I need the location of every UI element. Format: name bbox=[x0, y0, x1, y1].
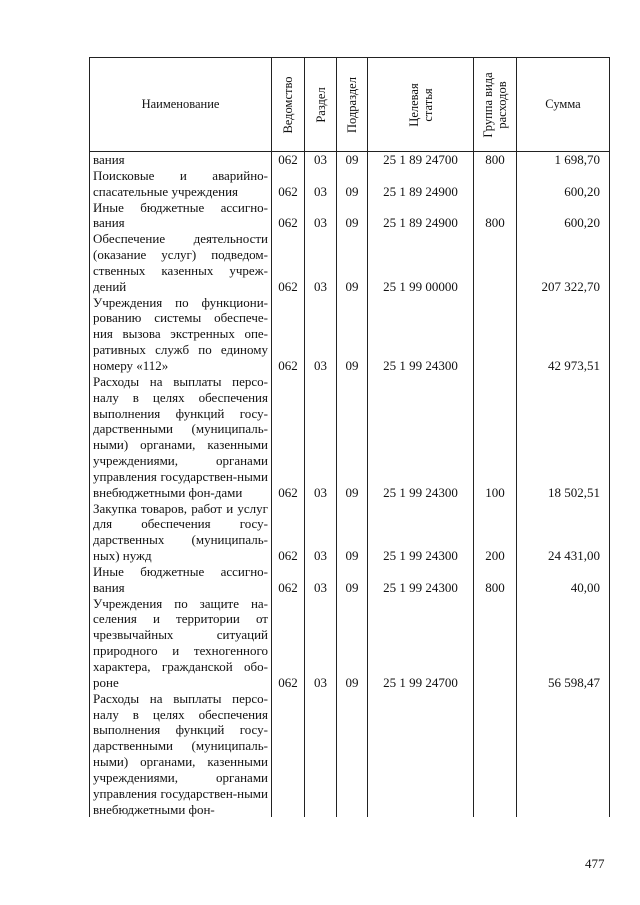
cell-podrazdel: 09 bbox=[337, 168, 368, 200]
cell-razdel: 03 bbox=[305, 374, 337, 501]
cell-celevaya-statya: 25 1 99 24700 bbox=[368, 596, 474, 691]
cell-summa: 56 598,47 bbox=[517, 596, 610, 691]
cell-podrazdel: 09 bbox=[337, 295, 368, 374]
cell-summa: 24 431,00 bbox=[517, 501, 610, 564]
cell-podrazdel: 09 bbox=[337, 501, 368, 564]
cell-vedomstvo: 062 bbox=[272, 374, 305, 501]
cell-razdel: 03 bbox=[305, 501, 337, 564]
table-row bbox=[90, 374, 610, 501]
cell-vedomstvo: 062 bbox=[272, 168, 305, 200]
cell-name: Иные бюджетные ассигно-вания bbox=[90, 200, 272, 232]
cell-razdel: 03 bbox=[305, 295, 337, 374]
header-celevaya-statya bbox=[368, 58, 474, 152]
table-row bbox=[90, 295, 610, 374]
header-gruppa-vida-rashodov bbox=[474, 58, 517, 152]
cell-vedomstvo: 062 bbox=[272, 564, 305, 596]
cell-name: Учреждения по защите на-селения и территории от чрезвычайных ситуаций природного и техногенного характера, гражданской обо-роне bbox=[90, 596, 272, 691]
header-podrazdel bbox=[337, 58, 368, 152]
cell-razdel bbox=[305, 691, 337, 818]
cell-celevaya-statya bbox=[368, 691, 474, 818]
table-row bbox=[90, 564, 610, 596]
cell-vedomstvo: 062 bbox=[272, 295, 305, 374]
cell-celevaya-statya: 25 1 99 24300 bbox=[368, 374, 474, 501]
cell-podrazdel: 09 bbox=[337, 200, 368, 232]
cell-podrazdel: 09 bbox=[337, 152, 368, 168]
cell-name: Обеспечение деятельности (оказание услуг) подведом-ственных казенных учреж-дений bbox=[90, 231, 272, 294]
cell-celevaya-statya: 25 1 89 24900 bbox=[368, 200, 474, 232]
cell-podrazdel bbox=[337, 691, 368, 818]
header-summa: Сумма bbox=[517, 58, 610, 152]
cell-razdel: 03 bbox=[305, 152, 337, 168]
cell-vedomstvo: 062 bbox=[272, 152, 305, 168]
cell-name: Поисковые и аварийно-спасательные учреждения bbox=[90, 168, 272, 200]
header-razdel-label: Раздел bbox=[313, 86, 328, 123]
cell-celevaya-statya: 25 1 99 00000 bbox=[368, 231, 474, 294]
table-row bbox=[90, 168, 610, 200]
cell-gruppa: 800 bbox=[474, 564, 517, 596]
cell-gruppa: 100 bbox=[474, 374, 517, 501]
table-row bbox=[90, 152, 610, 168]
cell-razdel: 03 bbox=[305, 596, 337, 691]
header-vedomstvo bbox=[272, 58, 305, 152]
cell-razdel: 03 bbox=[305, 564, 337, 596]
header-name: Наименование bbox=[90, 58, 272, 152]
cell-razdel: 03 bbox=[305, 168, 337, 200]
cell-gruppa: 800 bbox=[474, 200, 517, 232]
cell-summa bbox=[517, 691, 610, 818]
cell-vedomstvo: 062 bbox=[272, 596, 305, 691]
cell-gruppa bbox=[474, 596, 517, 691]
budget-table bbox=[89, 57, 610, 817]
cell-gruppa bbox=[474, 691, 517, 818]
cell-podrazdel: 09 bbox=[337, 231, 368, 294]
cell-vedomstvo: 062 bbox=[272, 200, 305, 232]
cell-razdel: 03 bbox=[305, 200, 337, 232]
cell-celevaya-statya: 25 1 99 24300 bbox=[368, 501, 474, 564]
table-row bbox=[90, 501, 610, 564]
header-celevaya-line2: статья bbox=[420, 87, 435, 122]
cell-gruppa bbox=[474, 231, 517, 294]
cell-vedomstvo: 062 bbox=[272, 231, 305, 294]
cell-summa: 18 502,51 bbox=[517, 374, 610, 501]
cell-name: Закупка товаров, работ и услуг для обеспечения госу-дарственных (муниципаль-ных) нужд bbox=[90, 501, 272, 564]
table-header-row bbox=[90, 58, 610, 152]
cell-name: Учреждения по функциони-рованию системы обеспече-ния вызова экстренных опе-ративных служб по единому номеру «112» bbox=[90, 295, 272, 374]
budget-table-page bbox=[89, 57, 609, 847]
cell-razdel: 03 bbox=[305, 231, 337, 294]
cell-podrazdel: 09 bbox=[337, 564, 368, 596]
header-podrazdel-label: Подраздел bbox=[345, 76, 359, 133]
cell-podrazdel: 09 bbox=[337, 374, 368, 501]
cell-summa: 42 973,51 bbox=[517, 295, 610, 374]
header-gruppa-line1: Группа вида bbox=[481, 71, 495, 138]
cell-podrazdel: 09 bbox=[337, 596, 368, 691]
cell-gruppa: 200 bbox=[474, 501, 517, 564]
cell-name: Расходы на выплаты персо-налу в целях обеспечения выполнения функций госу-дарственными (муниципаль-ными) органами, казенными учреждениями, органами управления государствен-ными внебюджетными фон-дами bbox=[90, 374, 272, 501]
table-row bbox=[90, 691, 610, 818]
header-gruppa-line2: расходов bbox=[495, 80, 509, 129]
header-vedomstvo-label: Ведомство bbox=[281, 75, 295, 134]
cell-summa: 600,20 bbox=[517, 168, 610, 200]
header-gruppa-label bbox=[481, 72, 509, 137]
cell-celevaya-statya: 25 1 99 24300 bbox=[368, 295, 474, 374]
header-celevaya-label bbox=[407, 83, 435, 126]
table-row bbox=[90, 200, 610, 232]
cell-celevaya-statya: 25 1 89 24900 bbox=[368, 168, 474, 200]
cell-vedomstvo: 062 bbox=[272, 501, 305, 564]
page-number: 477 bbox=[585, 856, 605, 871]
cell-summa: 40,00 bbox=[517, 564, 610, 596]
header-razdel bbox=[305, 58, 337, 152]
cell-name: Иные бюджетные ассигно-вания bbox=[90, 564, 272, 596]
cell-summa: 207 322,70 bbox=[517, 231, 610, 294]
cell-celevaya-statya: 25 1 99 24300 bbox=[368, 564, 474, 596]
cell-name: вания bbox=[90, 152, 272, 168]
table-row bbox=[90, 231, 610, 294]
cell-gruppa bbox=[474, 295, 517, 374]
header-celevaya-line1: Целевая bbox=[406, 82, 421, 127]
table-row bbox=[90, 596, 610, 691]
cell-summa: 1 698,70 bbox=[517, 152, 610, 168]
cell-summa: 600,20 bbox=[517, 200, 610, 232]
cell-vedomstvo bbox=[272, 691, 305, 818]
cell-gruppa: 800 bbox=[474, 152, 517, 168]
cell-gruppa bbox=[474, 168, 517, 200]
cell-celevaya-statya: 25 1 89 24700 bbox=[368, 152, 474, 168]
cell-name: Расходы на выплаты персо-налу в целях обеспечения выполнения функций госу-дарственными (муниципаль-ными) органами, казенными учреждениями, органами управления государствен-ными внебюджетными фон- bbox=[90, 691, 272, 818]
